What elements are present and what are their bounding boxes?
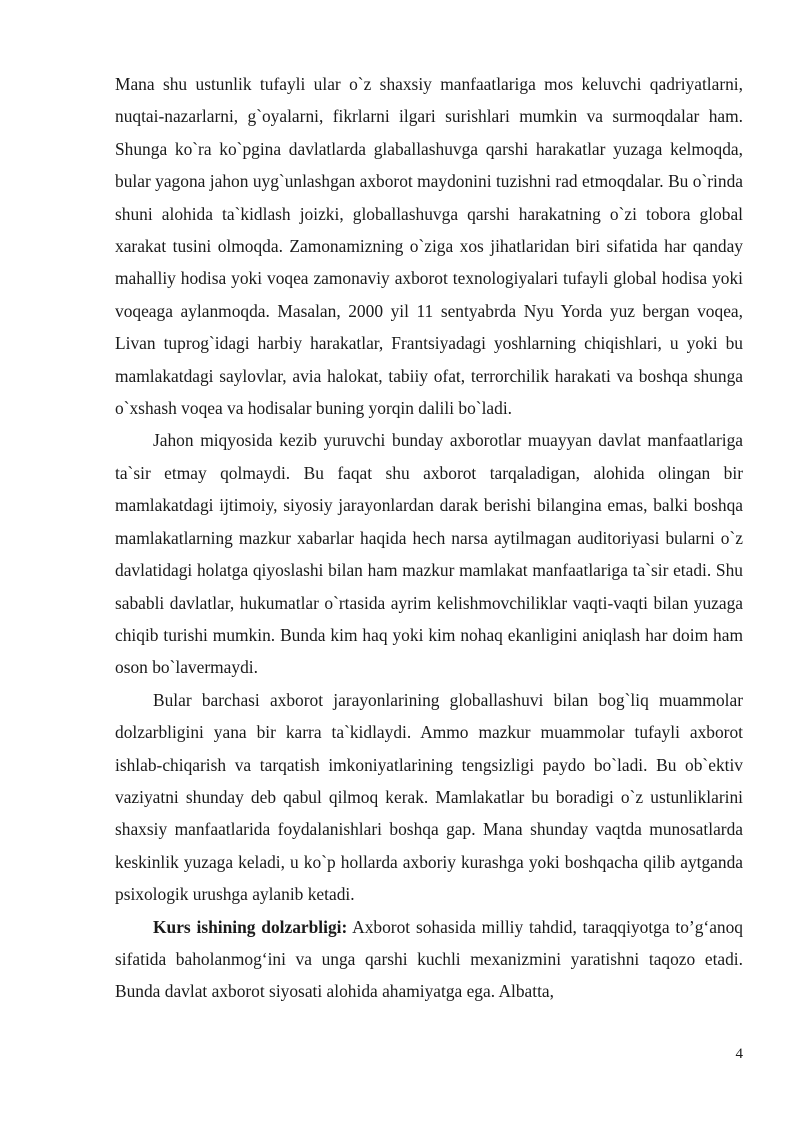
page-number: 4 [735, 1046, 743, 1062]
section-heading-inline: Kurs ishining dolzarbligi: [153, 916, 348, 937]
paragraph-1: Mana shu ustunlik tufayli ular o`z shaxsiy manfaatlariga mos keluvchi qadriyatlarni, nuqtai-nazarlarni, g`oyalarni, fikrlarni ilgari surishlari mumkin va surmoqdalar ham. Shunga ko`ra ko`pgina davlatlarda glaballashuvga qarshi harakatlar yuzaga kelmoqda, bular yagona jahon uyg`unlashgan axborot maydonini tuzishni rad etmoqdalar. Bu o`rinda shuni alohida ta`kidlash joizki, globallashuvga qarshi harakatning o`zi tobora global xarakat tusini olmoqda. Zamonamizning o`ziga xos jihatlaridan biri sifatida har qanday mahalliy hodisa yoki voqea zamonaviy axborot texnologiyalari tufayli global hodisa yoki voqeaga aylanmoqda. Masalan, 2000 yil 11 sentyabrda Nyu Yorda yuz bergan voqea, Livan tuprog`idagi harbiy harakatlar, Frantsiyadagi yoshlarning chiqishlari, u yoki bu mamlakatdagi saylovlar, avia halokat, tabiiy ofat, terrorchilik harakati va boshqa shunga o`xshash voqea va hodisalar buning yorqin dalili bo`ladi. [115, 74, 743, 419]
document-body [115, 68, 743, 1008]
paragraph-3: Bular barchasi axborot jarayonlarining globallashuvi bilan bog`liq muammolar dolzarbligini yana bir karra ta`kidlaydi. Ammo mazkur muammolar tufayli axborot ishlab-chiqarish va tarqatish imkoniyatlarining tengsizligi paydo bo`ladi. Bu ob`ektiv vaziyatni shunday deb qabul qilmoq kerak. Mamlakatlar bu boradigi o`z ustunliklarini shaxsiy manfaatlarida foydalanishlari boshqa gap. Mana shunday vaqtda munosatlarda keskinlik yuzaga keladi, u ko`p hollarda axboriy kurashga yoki boshqacha qilib aytganda psixologik urushga aylanib ketadi. [115, 689, 743, 905]
paragraph-4 [115, 911, 743, 1008]
paragraph-4-text: Axborot sohasida milliy tahdid, taraqqiyotga to’g‘anoq sifatida baholanmog‘ini va unga qarshi kuchli mexanizmini yaratishni taqozo etadi. Bunda davlat axborot siyosati alohida ahamiyatga ega. Albatta, [115, 916, 744, 1002]
paragraph-2: Jahon miqyosida kezib yuruvchi bunday axborotlar muayyan davlat manfaatlariga ta`sir etmay qolmaydi. Bu faqat shu axborot tarqaladigan, alohida olingan bir mamlakatdagi ijtimoiy, siyosiy jarayonlardan darak berishi bilangina emas, balki boshqa mamlakatlarning mazkur xabarlar haqida hech narsa aytilmagan auditoriyasi bularni o`z davlatidagi holatga qiyoslashi bilan ham mazkur mamlakat manfaatlariga ta`sir etadi. Shu sababli davlatlar, hukumatlar o`rtasida ayrim kelishmovchiliklar vaqti-vaqti bilan yuzaga chiqib turishi mumkin. Bunda kim haq yoki kim nohaq ekanligini aniqlash har doim ham oson bo`lavermaydi. [115, 430, 743, 678]
